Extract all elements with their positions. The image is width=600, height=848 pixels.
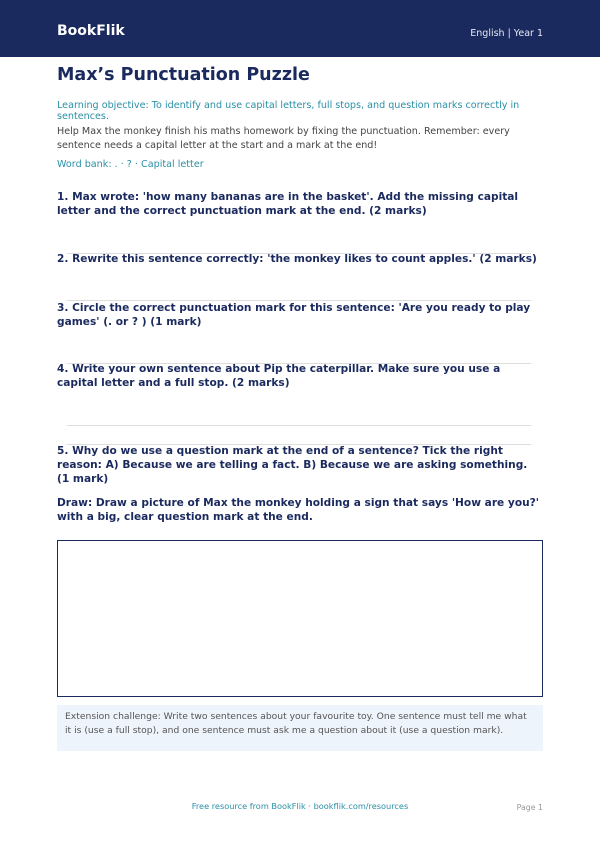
brand-name: BookFlik bbox=[57, 23, 125, 39]
learning-objective: Learning objective: To identify and use capital letters, full stops, and question marks correctly in sentences. bbox=[57, 100, 520, 122]
drawing-area[interactable] bbox=[57, 540, 543, 697]
question-4: 4. Write your own sentence about Pip the caterpillar. Make sure you use a capital letter and a full stop. (2 marks) bbox=[57, 363, 501, 389]
footer-credit: Free resource from BookFlik · bookflik.com/resources bbox=[191, 801, 409, 811]
header-bar bbox=[0, 0, 600, 57]
answer-line bbox=[67, 425, 531, 426]
extension-challenge: Extension challenge: Write two sentences about your favourite toy. One sentence must tell me what it is (use a full stop), and one sentence must ask me a question about it (use a question mark). bbox=[57, 705, 543, 751]
subject-year-label: English | Year 1 bbox=[470, 28, 543, 39]
worksheet-title: Max’s Punctuation Puzzle bbox=[57, 65, 310, 85]
question-1: 1. Max wrote: 'how many bananas are in the basket'. Add the missing capital letter and the correct punctuation mark at the end. (2 marks) bbox=[57, 191, 519, 217]
question-3: 3. Circle the correct punctuation mark for this sentence: 'Are you ready to play games' (. or ? ) (1 mark) bbox=[57, 302, 531, 328]
draw-prompt: Draw: Draw a picture of Max the monkey holding a sign that says 'How are you?' with a big, clear question mark at the end. bbox=[57, 497, 540, 523]
word-bank: Word bank: . · ? · Capital letter bbox=[57, 159, 204, 170]
question-2: 2. Rewrite this sentence correctly: 'the monkey likes to count apples.' (2 marks) bbox=[57, 253, 537, 265]
intro-text: Help Max the monkey finish his maths homework by fixing the punctuation. Remember: every sentence needs a capital letter at the start and a mark at the end! bbox=[57, 126, 510, 151]
question-5: 5. Why do we use a question mark at the end of a sentence? Tick the right reason: A) Because we are telling a fact. B) Because we are asking something. (1 mark) bbox=[57, 445, 528, 485]
page-number: Page 1 bbox=[516, 803, 543, 812]
